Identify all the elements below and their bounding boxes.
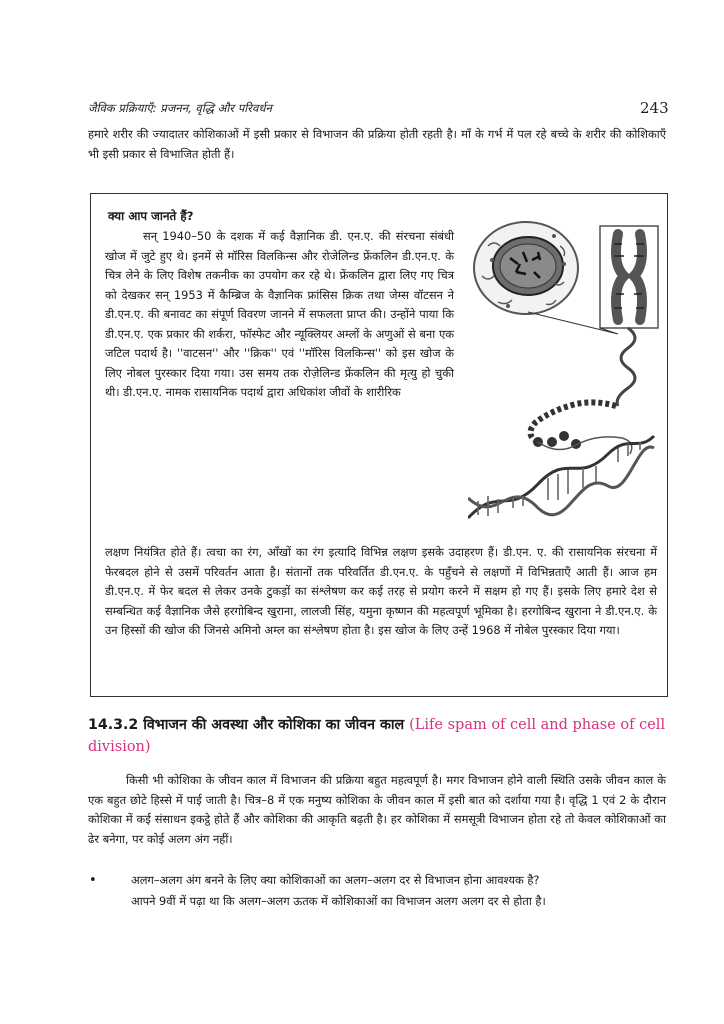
- did-you-know-full-paragraph: लक्षण नियंत्रित होते हैं। त्वचा का रंग, आँखों का रंग इत्यादि विभिन्न लक्षण इसके उदाहरण हैं। डी.एन. ए. की रासायनिक संरचना में फेरबदल होने से उसमें परिवर्तन आता है। संतानों तक परिवर्तित डी.एन.ए. के पहुँचने से लक्षणों में विभिन्नताएँ आती हैं। आज हम डी.एन.ए. में फेर बदल से लेकर उनके टुकड़ों का संश्लेषण कर कई तरह से प्रयोग करने में सक्षम हो गए हैं। इसके लिए हमारे देश से सम्बन्धित कई वैज्ञानिक जैसे हरगोबिन्द खुराना, लालजी सिंह, यमुना कृष्णन की महत्वपूर्ण भूमिका है। हरगोबिन्द खुराना ने डी.एन.ए. के उन हिस्सों की खोज की जिनसे अमिनो अम्ल का संश्लेषण होता है। इस खोज के लिए उन्हें 1968 में नोबेल पुरस्कार दिया गया।: [105, 545, 657, 637]
- bullet-point: •: [89, 873, 97, 888]
- intro-paragraph: हमारे शरीर की ज्यादातर कोशिकाओं में इसी प्रकार से विभाजन की प्रक्रिया होती रहती है। माँ के गर्भ में पल रहे बच्चे के शरीर की कोशिकाएँ भी इसी प्रकार से विभाजित होती हैं।: [88, 127, 666, 161]
- chromosome-illustration: [600, 226, 658, 328]
- section-heading: [88, 714, 678, 758]
- section-paragraph: किसी भी कोशिका के जीवन काल में विभाजन की प्रक्रिया बहुत महत्वपूर्ण है। मगर विभाजन होने वाली स्थिति उसके जीवन काल के एक बहुत छोटे हिस्से में पाई जाती है। चित्र–8 में एक मनुष्य कोशिका के जीवन काल में इसी बात को दर्शाया गया है। वृद्धि 1 एवं 2 के दौरान कोशिका में कई संसाधन इकट्ठे होते हैं और कोशिका की आकृति बढ़ती है। हर कोशिका में समसूत्री विभाजन होता रहे तो केवल कोशिकाओं का ढेर बनेगा, पर कोई अलग अंग नहीं।: [88, 773, 666, 846]
- chromatin-coil-illustration: [530, 328, 635, 454]
- did-you-know-column-paragraph: सन् 1940–50 के दशक में कई वैज्ञानिक डी. एन.ए. की संरचना संबंधी खोज में जुटे हुए थे। इनमें से मॉरिस विलकिन्स और रोजेलिन्ड फ्रेंकलिन डी.एन.ए. के चित्र लेने के लिए विशेष तकनीक का उपयोग कर रहे थे। फ्रेंकलिन द्वारा लिए गए चित्र को देखकर सन् 1953 में कैम्ब्रिज के वैज्ञानिक फ्रांसिस क्रिक तथा जेम्स वॉटसन ने डी.एन.ए. की बनावट का संपूर्ण विवरण जानने में सफलता प्राप्त की। उन्होंने पाया कि डी.एन.ए. एक प्रकार की शर्करा, फॉस्फेट और न्यूक्लियर अम्लों के अणुओं से बना एक जटिल पदार्थ है। ''वाटसन'' और ''क्रिक'' एवं ''मॉरिस विलकिन्स'' को इस खोज के लिए नोबल पुरस्कार दिया गया। उस समय तक रोज़ेलिन्ड फ्रेंकलिन की मृत्यु हो चुकी थी। डी.एन.ए. नामक रासायनिक पदार्थ द्वारा अधिकांश जीवों के शारीरिक: [105, 229, 454, 399]
- dna-chromosome-illustration: [468, 216, 662, 538]
- did-you-know-title: क्या आप जानते हैं?: [108, 209, 194, 223]
- section-heading-hindi: 14.3.2 विभाजन की अवस्था और कोशिका का जीवन काल: [88, 717, 405, 733]
- cell-illustration: [474, 222, 578, 314]
- did-you-know-column-text: [105, 227, 454, 403]
- bullet-question: अलग–अलग अंग बनने के लिए क्या कोशिकाओं का अलग–अलग दर से विभाजन होना आवश्यक है?: [131, 873, 540, 887]
- double-helix-illustration: [468, 436, 654, 518]
- section-paragraph-block: [88, 771, 666, 849]
- did-you-know-full-text: [105, 543, 657, 641]
- final-line: आपने 9वीं में पढ़ा था कि अलग–अलग ऊतक में कोशिकाओं का विभाजन अलग अलग दर से होता है।: [131, 894, 546, 908]
- running-header-title: जैविक प्रक्रियाएँ: प्रजनन, वृद्धि और परिवर्धन: [88, 101, 272, 115]
- section-heading-english: (Life spam of cell and phase of cell division): [88, 717, 666, 755]
- page-number: 243: [640, 99, 669, 117]
